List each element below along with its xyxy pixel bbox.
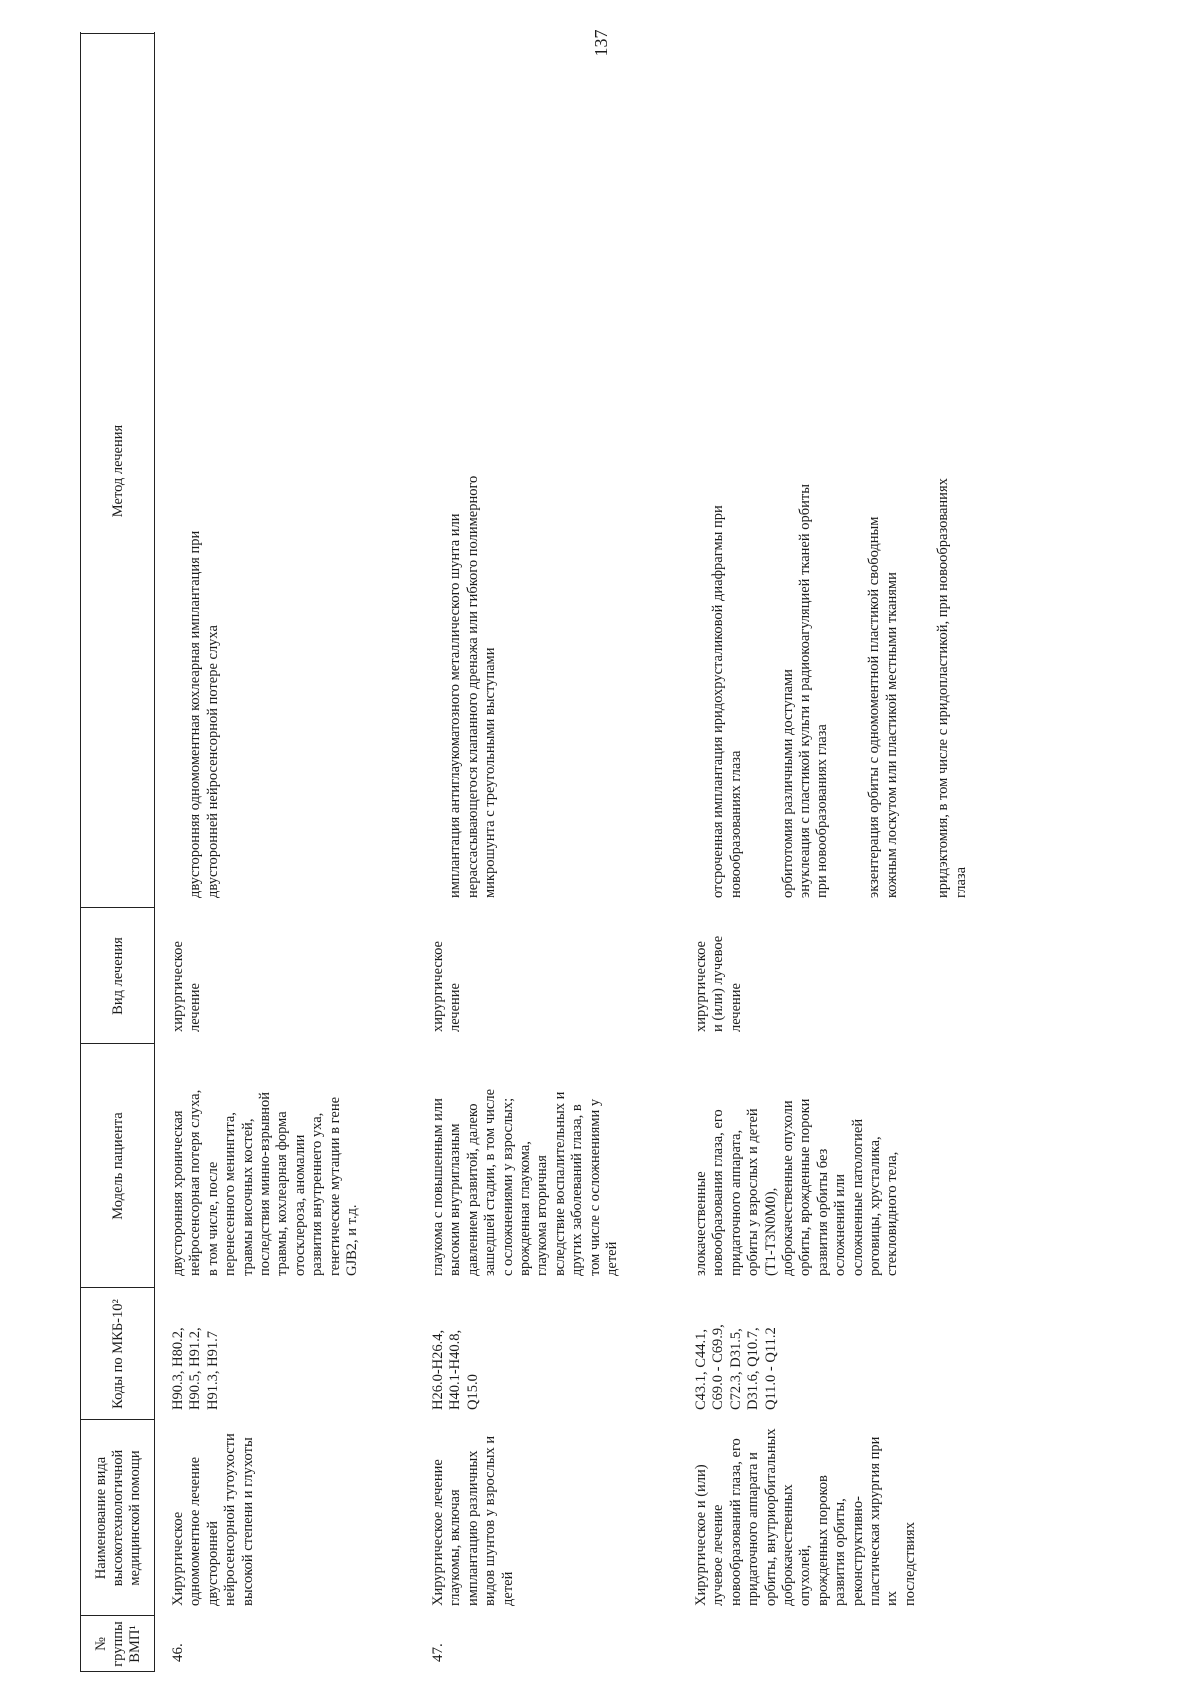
method-item: имплантация антиглаукоматозного металлического шунта или нерассасывающегося клапанного дренажа или гибкого полимерного микрошунта с треугольными выступами [447, 475, 499, 898]
header-divider [80, 907, 154, 908]
header-vmp-name: Наименование вида высокотехнологичной медицинской помощи [92, 1449, 143, 1587]
icd-codes-cell: H90.3, H80.2, H90.5, H91.2, H91.3, H91.7 [170, 1327, 221, 1410]
header-icd-codes: Коды по МКБ-10² [109, 1299, 126, 1409]
header-divider [80, 1043, 154, 1044]
patient-model-cell: двусторонняя хроническая нейросенсорная потеря слуха, в том числе, после перенесенного менингита, травмы височных костей, последствия минно-взрывной травмы, кохлеарная форма отосклероза, аномалии развития внутреннего уха, генетические мутации в гене GJB2, и т.д. [170, 1089, 361, 1276]
treatment-method-cell [430, 38, 534, 898]
treatment-type-cell: хирургическое и (или) лучевое лечение [693, 935, 744, 1032]
header-treatment-type: Вид лечения [109, 937, 126, 1015]
patient-model-cell: злокачественные новообразования глаза, его придаточного аппарата, орбиты у взрослых и детей (T1-T3N0M0), доброкачественные опухоли орбиты, врожденные пороки развития орбиты без осложнений или осложненные патологией роговицы, хрусталика, стекловидного тела, [693, 1098, 901, 1276]
treatment-method-cell [170, 38, 257, 898]
row-number: 46. [170, 1643, 186, 1662]
icd-codes-cell: C43.1, C44.1, C69.0 - C69.9, C72.3, D31.5, D31.6, Q10.7, Q11.0 - Q11.2 [693, 1324, 779, 1410]
method-item: иридэктомия, в том числе с иридопластикой, при новообразованиях глаза [935, 478, 969, 898]
icd-codes-cell: H26.0-H26.4, H40.1-H40.8, Q15.0 [430, 1329, 481, 1410]
row-number: 47. [430, 1643, 446, 1662]
method-item: двусторонняя одномоментная кохлеарная имплантация при двусторонней нейросенсорной потере слуха [187, 530, 221, 898]
header-divider [80, 1287, 154, 1288]
vmp-name-cell: Хирургическое лечение глаукомы, включая имплантацию различных видов шунтов у взрослых и детей [430, 1435, 516, 1606]
method-item: экзентерация орбиты с одномоментной пластикой свободным кожным лоскутом или пластикой местными тканями [866, 516, 900, 898]
header-divider [80, 1615, 154, 1616]
vmp-name-cell: Хирургическое и (или) лучевое лечение новообразований глаза, его придаточного аппарата и орбиты, внутриорбитальных доброкачественных опухолей, врожденных пороков развития орбиты, реконструктивно- пластическая хирургия при их последствиях [693, 1428, 918, 1606]
header-patient-model: Модель пациента [109, 1112, 126, 1220]
method-item: отсроченная имплантация иридохрусталиковой диафрагмы при новообразованиях глаза [710, 505, 744, 898]
method-item: орбитотомия различными доступами энуклеация с пластикой культи и радиокоагуляцией тканей орбиты при новообразованиях глаза [779, 484, 831, 898]
vmp-name-cell: Хирургическое одномоментное лечение двусторонней нейросенсорной тугоухости высокой степени и глухоты [170, 1433, 256, 1606]
header-treatment-method: Метод лечения [109, 424, 126, 518]
header-divider [80, 33, 154, 34]
header-divider [80, 1419, 154, 1420]
treatment-method-cell [693, 38, 1005, 898]
treatment-type-cell: хирургическое лечение [430, 941, 464, 1032]
header-group-number: № группы ВМП¹ [92, 1621, 143, 1667]
table-top-border [80, 32, 81, 1672]
header-divider [80, 1671, 154, 1672]
patient-model-cell: глаукома с повышенным или высоким внутриглазным давлением развитой, далеко зашедшей стадии, в том числе с осложнениями у взрослых; врожденная глаукома, глаукома вторичная вследствие воспалительных и других заболеваний глаза, в том числе с осложнениями у детей [430, 1088, 621, 1276]
header-bottom-border [154, 32, 155, 1672]
page-number: 137 [591, 29, 611, 57]
rotated-table [80, 32, 1120, 1672]
treatment-type-cell: хирургическое лечение [170, 941, 204, 1032]
